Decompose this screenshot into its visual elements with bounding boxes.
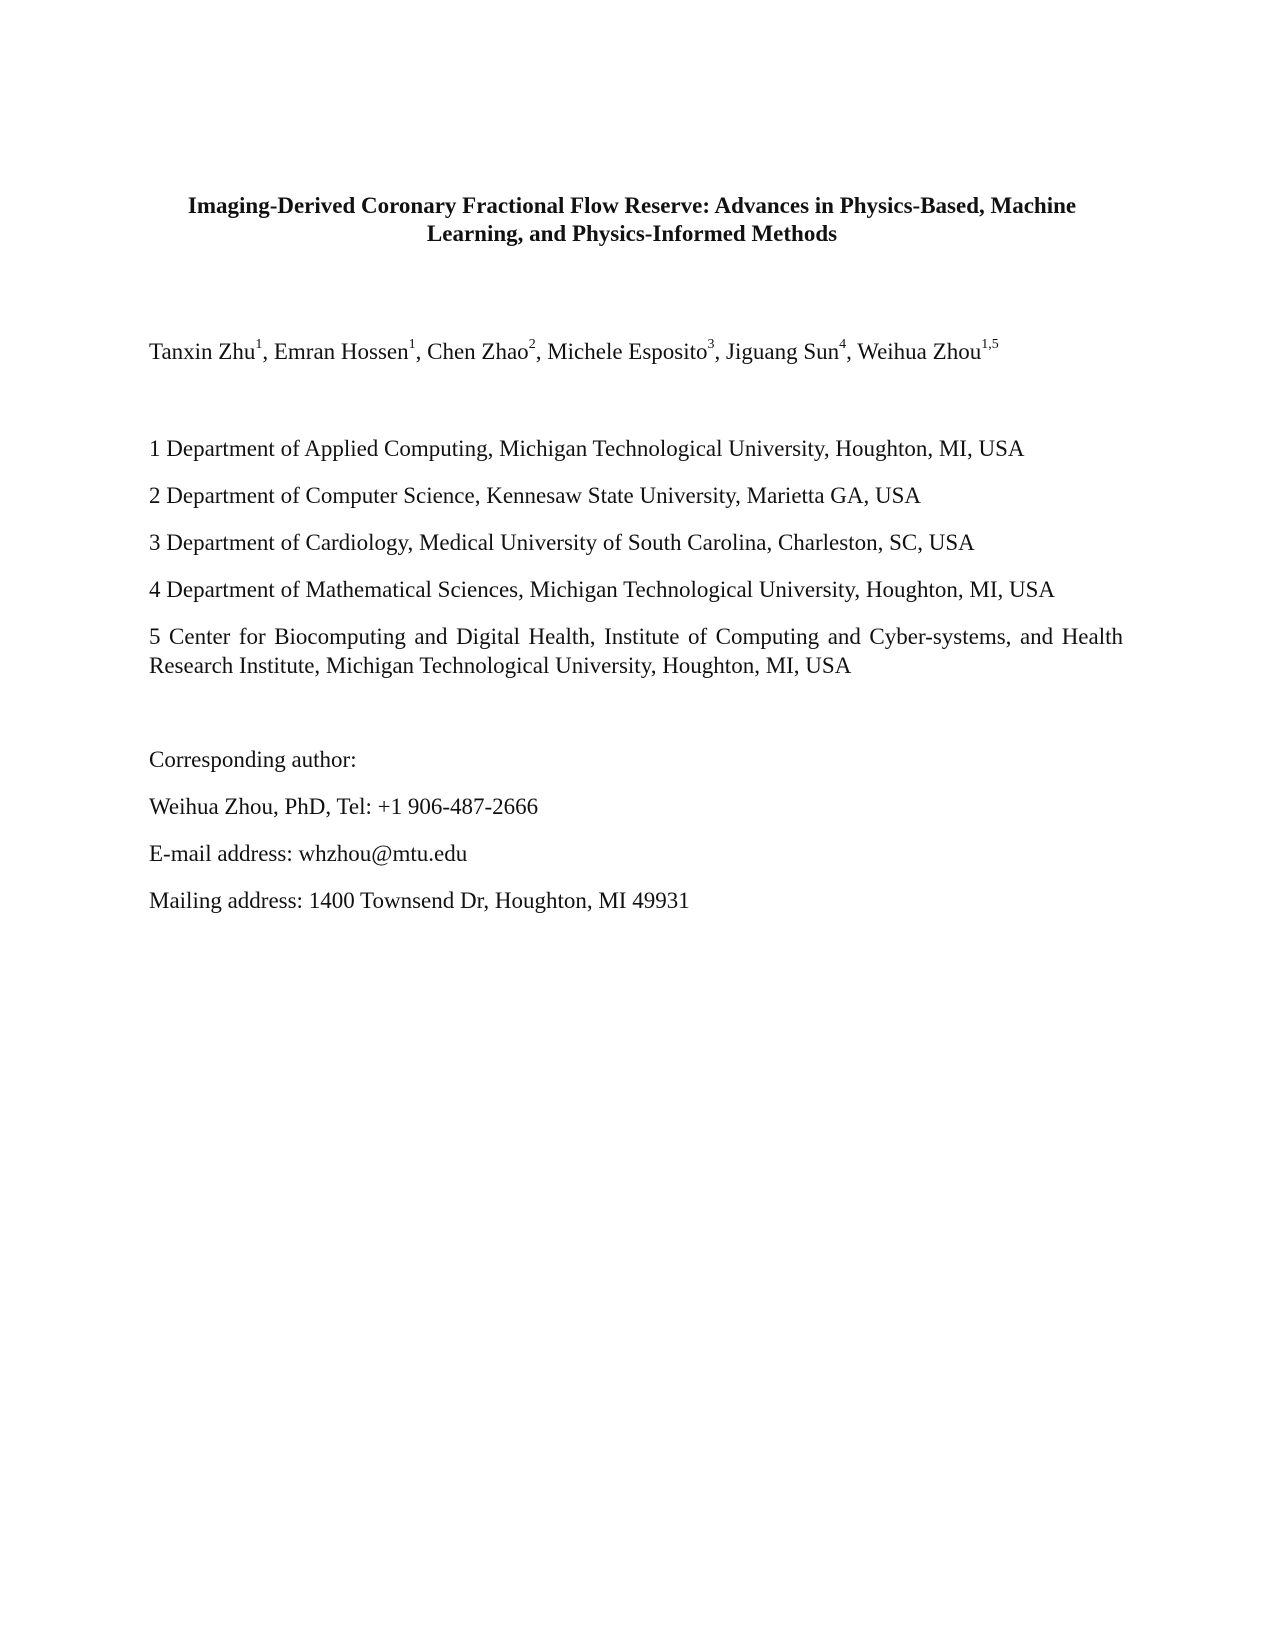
affiliation-5: 5 Center for Biocomputing and Digital Health, Institute of Computing and Cyber-systems, and Health Research Institute, Michigan Technological University, Houghton, MI, USA [149,624,1123,678]
author-separator: , [415,339,428,364]
author-affiliation-mark: 4 [839,337,847,353]
paper-title [140,192,1124,248]
title-line-2: Learning, and Physics-Informed Methods [426,221,838,246]
author-affiliation-mark: 1,5 [981,337,999,353]
author-name: Jiguang Sun [726,339,840,364]
author-separator: , [846,339,858,364]
corresponding-email: E-mail address: whzhou@mtu.edu [149,841,468,866]
affiliation-4: 4 Department of Mathematical Sciences, Michigan Technological University, Houghton, MI, USA [149,577,1056,602]
author-list [149,338,999,366]
author-separator: , [262,339,274,364]
author-name: Weihua Zhou [857,339,982,364]
affiliation-3: 3 Department of Cardiology, Medical University of South Carolina, Charleston, SC, USA [149,530,975,555]
affiliation-2: 2 Department of Computer Science, Kennesaw State University, Marietta GA, USA [149,483,922,508]
corresponding-name-tel: Weihua Zhou, PhD, Tel: +1 906-487-2666 [149,794,539,819]
corresponding-mailing-address: Mailing address: 1400 Townsend Dr, Houghton, MI 49931 [149,888,690,913]
corresponding-heading: Corresponding author: [149,747,357,772]
title-line-1: Imaging-Derived Coronary Fractional Flow Reserve: Advances in Physics-Based, Machine [187,193,1077,218]
author-affiliation-mark: 3 [707,337,715,353]
author-name: Chen Zhao [427,339,529,364]
author-affiliation-mark: 2 [528,337,536,353]
author-name: Emran Hossen [273,339,409,364]
affiliation-1: 1 Department of Applied Computing, Michigan Technological University, Houghton, MI, USA [149,436,1025,461]
author-separator: , [714,339,727,364]
author-name: Tanxin Zhu [149,339,256,364]
author-name: Michele Esposito [547,339,708,364]
author-affiliation-mark: 1 [408,337,416,353]
author-separator: , [535,339,548,364]
author-affiliation-mark: 1 [255,337,263,353]
